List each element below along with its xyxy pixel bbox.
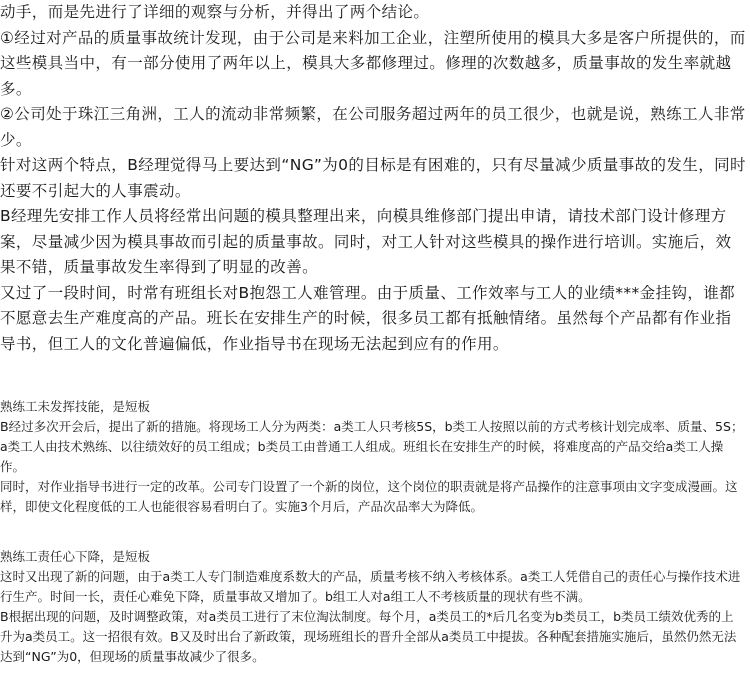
paragraph: 针对这两个特点，B经理觉得马上要达到“NG”为0的目标是有困难的，只有尽量减少质量事故的发生，同时还要不引起大的人事震动。 (0, 156, 746, 200)
paragraph: ②公司处于珠江三角洲，工人的流动非常频繁，在公司服务超过两年的员工很少，也就是说，熟练工人非常少。 (0, 105, 746, 149)
paragraph: B根据出现的问题，及时调整政策，对a类员工进行了末位淘汰制度。每个月，a类员工的*后几名变为b类员工，b类员工绩效优秀的上升为a类员工。这一招很有效。B又及时出台了新政策，现场班组长的晋升全部从a类员工中提拔。各种配套措施实施后，虽然仍然无法达到“NG”为0，但现场的质量事故减少了很多。 (0, 609, 737, 664)
paragraph: 同时，对作业指导书进行一定的改革。公司专门设置了一个新的岗位，这个岗位的职责就是将产品操作的注意事项由文字变成漫画。这样，即使文化程度低的工人也能很容易看明白了。实施3个月后，产品次品率大为降低。 (0, 479, 738, 514)
section-title: 熟练工未发挥技能，是短板 (0, 399, 151, 414)
paragraph: 动手，而是先进行了详细的观察与分析，并得出了两个结论。 (0, 3, 430, 21)
paragraph: B经理先安排工作人员将经常出问题的模具整理出来，向模具维修部门提出申请，请技术部门设计修理方案，尽量减少因为模具事故而引起的质量事故。同时，对工人针对这些模具的操作进行培训。实施后，效果不错，质量事故发生率得到了明显的改善。 (0, 207, 732, 276)
spacer (0, 357, 750, 397)
paragraph: 这时又出现了新的问题，由于a类工人专门制造难度系数大的产品，质量考核不纳入考核体系。a类工人凭借自己的责任心与操作技术进行生产。时间一长，责任心难免下降，质量事故又增加了。b组工人对a组工人不考核质量的现状有些不满。 (0, 569, 741, 604)
spacer (0, 517, 750, 547)
paragraph: 又过了一段时间，时常有班组长对B抱怨工人难管理。由于质量、工作效率与工人的业绩***金挂钩，谁都不愿意去生产难度高的产品。班长在安排生产的时候，很多员工都有抵触情绪。虽然每个产品都有作业指导书，但工人的文化普遍偏低，作业指导书在现场无法起到应有的作用。 (0, 283, 736, 353)
paragraph: ①经过对产品的质量事故统计发现，由于公司是来料加工企业，注塑所使用的模具大多是客户所提供的，而这些模具当中，有一部分使用了两年以上，模具大多都修理过。修理的次数越多，质量事故的发生率就越多。 (0, 28, 746, 98)
paragraph: B经过多次开会后，提出了新的措施。将现场工人分为两类：a类工人只考核5S，b类工人按照以前的方式考核计划完成率、质量、5S；a类工人由技术熟练、以往绩效好的员工组成；b类员工由普通工人组成。班组长在安排生产的时候，将难度高的产品交给a类工人操作。 (0, 419, 744, 474)
section-title: 熟练工责任心下降，是短板 (0, 549, 151, 564)
